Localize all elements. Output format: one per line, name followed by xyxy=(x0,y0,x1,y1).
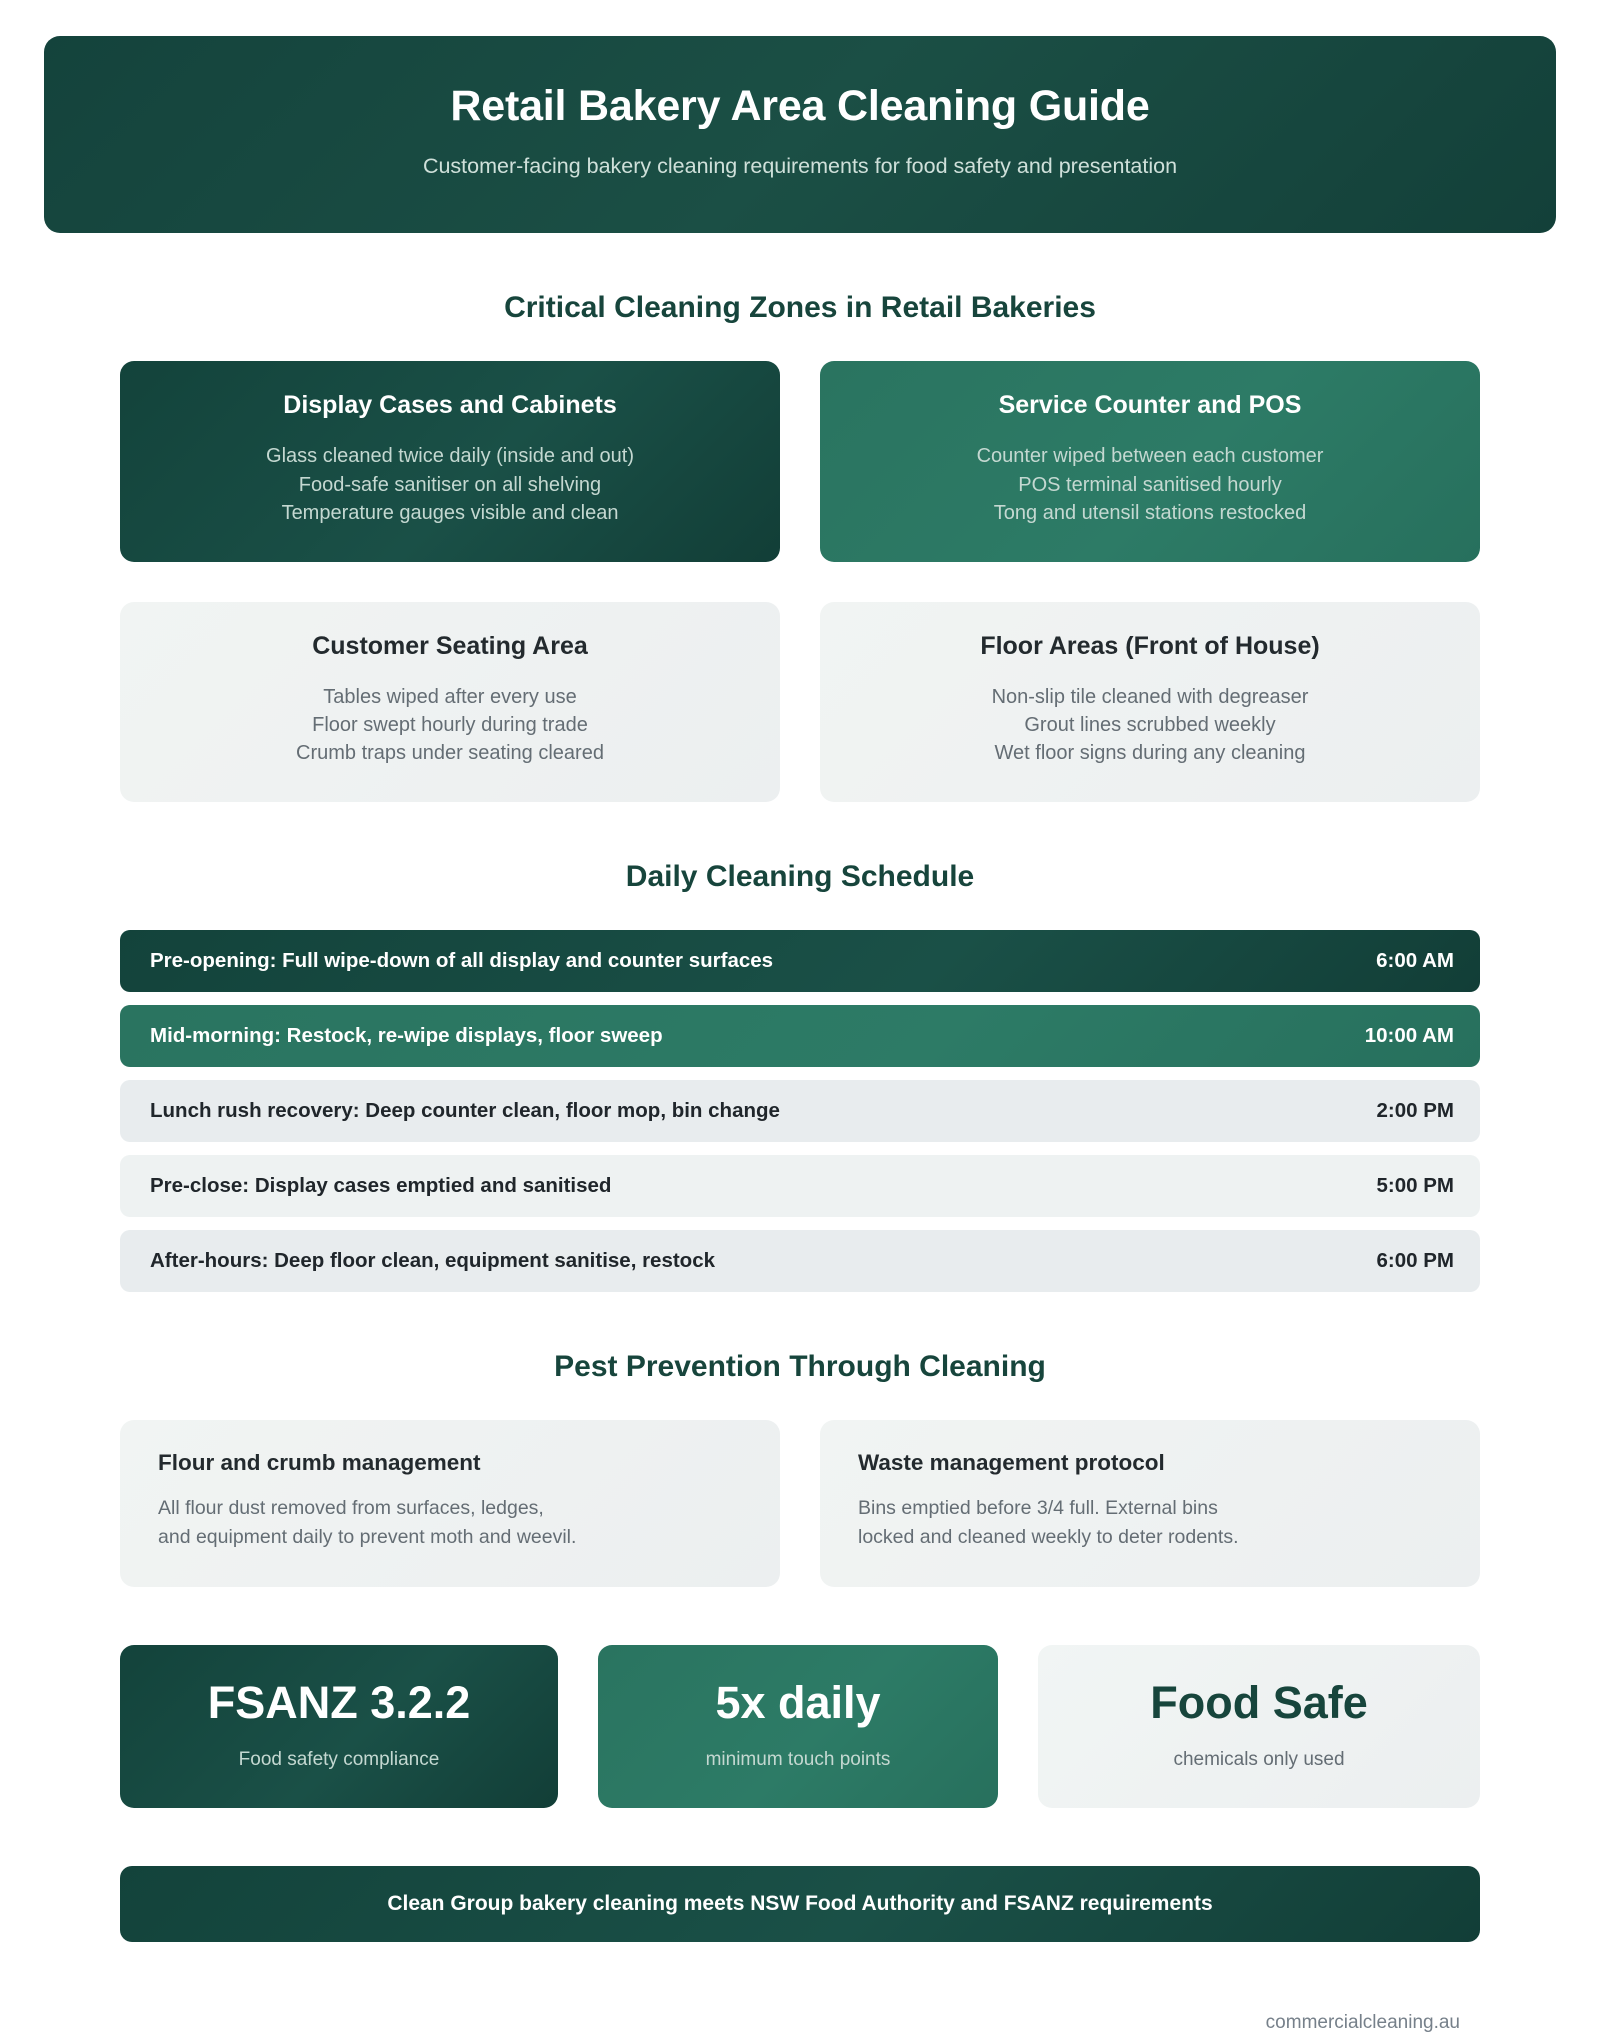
zone-card-title: Customer Seating Area xyxy=(312,631,588,660)
zone-card-line: Floor swept hourly during trade xyxy=(312,713,588,736)
stat-label: chemicals only used xyxy=(1173,1748,1345,1770)
schedule-row xyxy=(120,1005,1480,1067)
zone-card-line: Glass cleaned twice daily (inside and out) xyxy=(266,445,634,468)
pest-card-line: All flour dust removed from surfaces, ledges, xyxy=(158,1496,544,1519)
stat-label: minimum touch points xyxy=(705,1748,891,1770)
schedule-row xyxy=(120,1230,1480,1292)
schedule-row xyxy=(120,1155,1480,1217)
zone-card-line: Grout lines scrubbed weekly xyxy=(1024,713,1276,736)
pest-card-line: Bins emptied before 3/4 full. External bins xyxy=(858,1496,1218,1519)
zones-section-title: Critical Cleaning Zones in Retail Bakeries xyxy=(504,291,1096,325)
stats-row xyxy=(120,1645,1480,1808)
schedule-row xyxy=(120,1080,1480,1142)
page-header xyxy=(44,36,1556,233)
stat-box-fsanz xyxy=(120,1645,558,1808)
zone-card-line: Counter wiped between each customer xyxy=(976,445,1324,468)
footer-banner xyxy=(120,1866,1480,1942)
zone-card-display-cases xyxy=(120,361,780,561)
pest-card-waste-management xyxy=(820,1420,1480,1587)
stat-box-food-safe xyxy=(1038,1645,1480,1808)
zone-card-line: Food-safe sanitiser on all shelving xyxy=(298,473,602,496)
footer-banner-text: Clean Group bakery cleaning meets NSW Food Authority and FSANZ requirements xyxy=(387,1892,1213,1916)
stat-label: Food safety compliance xyxy=(238,1748,440,1770)
zone-card-title: Display Cases and Cabinets xyxy=(283,391,617,420)
zones-grid xyxy=(120,361,1480,801)
schedule-time: 10:00 AM xyxy=(1364,1023,1454,1047)
schedule-list xyxy=(120,930,1480,1292)
stat-box-frequency xyxy=(598,1645,998,1808)
pest-grid xyxy=(120,1420,1480,1587)
schedule-task: Mid-morning: Restock, re-wipe displays, floor sweep xyxy=(150,1023,663,1047)
schedule-time: 6:00 AM xyxy=(1376,948,1454,972)
schedule-section-title: Daily Cleaning Schedule xyxy=(625,859,975,893)
schedule-task: Lunch rush recovery: Deep counter clean, floor mop, bin change xyxy=(150,1098,780,1122)
pest-card-line: locked and cleaned weekly to deter rodents. xyxy=(858,1526,1239,1549)
page-title: Retail Bakery Area Cleaning Guide xyxy=(450,82,1150,130)
schedule-wrap xyxy=(120,930,1480,1292)
zones-wrap xyxy=(120,361,1480,801)
schedule-time: 2:00 PM xyxy=(1376,1098,1454,1122)
stat-value: Food Safe xyxy=(1150,1676,1368,1728)
footer-domain: commercialcleaning.au xyxy=(1265,2012,1460,2034)
stat-value: FSANZ 3.2.2 xyxy=(207,1676,471,1728)
zone-card-title: Floor Areas (Front of House) xyxy=(980,631,1320,660)
zone-card-title: Service Counter and POS xyxy=(998,391,1302,420)
zone-card-service-counter xyxy=(820,361,1480,561)
schedule-time: 5:00 PM xyxy=(1376,1173,1454,1197)
stat-value: 5x daily xyxy=(715,1676,881,1728)
zone-card-floor-areas xyxy=(820,602,1480,802)
pest-card-line: and equipment daily to prevent moth and weevil. xyxy=(158,1526,577,1549)
pest-card-title: Waste management protocol xyxy=(858,1449,1165,1475)
zone-card-line: Tables wiped after every use xyxy=(323,685,577,708)
schedule-row xyxy=(120,930,1480,992)
pest-card-title: Flour and crumb management xyxy=(158,1449,481,1475)
page-subtitle: Customer-facing bakery cleaning requirements for food safety and presentation xyxy=(422,154,1178,179)
zone-card-line: Tong and utensil stations restocked xyxy=(993,502,1307,525)
schedule-time: 6:00 PM xyxy=(1376,1248,1454,1272)
schedule-task: Pre-opening: Full wipe-down of all display and counter surfaces xyxy=(150,948,774,972)
zone-card-line: Non-slip tile cleaned with degreaser xyxy=(991,685,1309,708)
zone-card-line: POS terminal sanitised hourly xyxy=(1018,473,1282,496)
zone-card-line: Temperature gauges visible and clean xyxy=(281,502,619,525)
pest-wrap xyxy=(120,1420,1480,1943)
schedule-task: Pre-close: Display cases emptied and sanitised xyxy=(150,1173,612,1197)
pest-card-flour-crumb xyxy=(120,1420,780,1587)
zone-card-line: Crumb traps under seating cleared xyxy=(296,742,604,765)
zone-card-line: Wet floor signs during any cleaning xyxy=(994,742,1306,765)
zone-card-customer-seating xyxy=(120,602,780,802)
schedule-task: After-hours: Deep floor clean, equipment sanitise, restock xyxy=(150,1248,716,1272)
pest-section-title: Pest Prevention Through Cleaning xyxy=(554,1349,1046,1383)
